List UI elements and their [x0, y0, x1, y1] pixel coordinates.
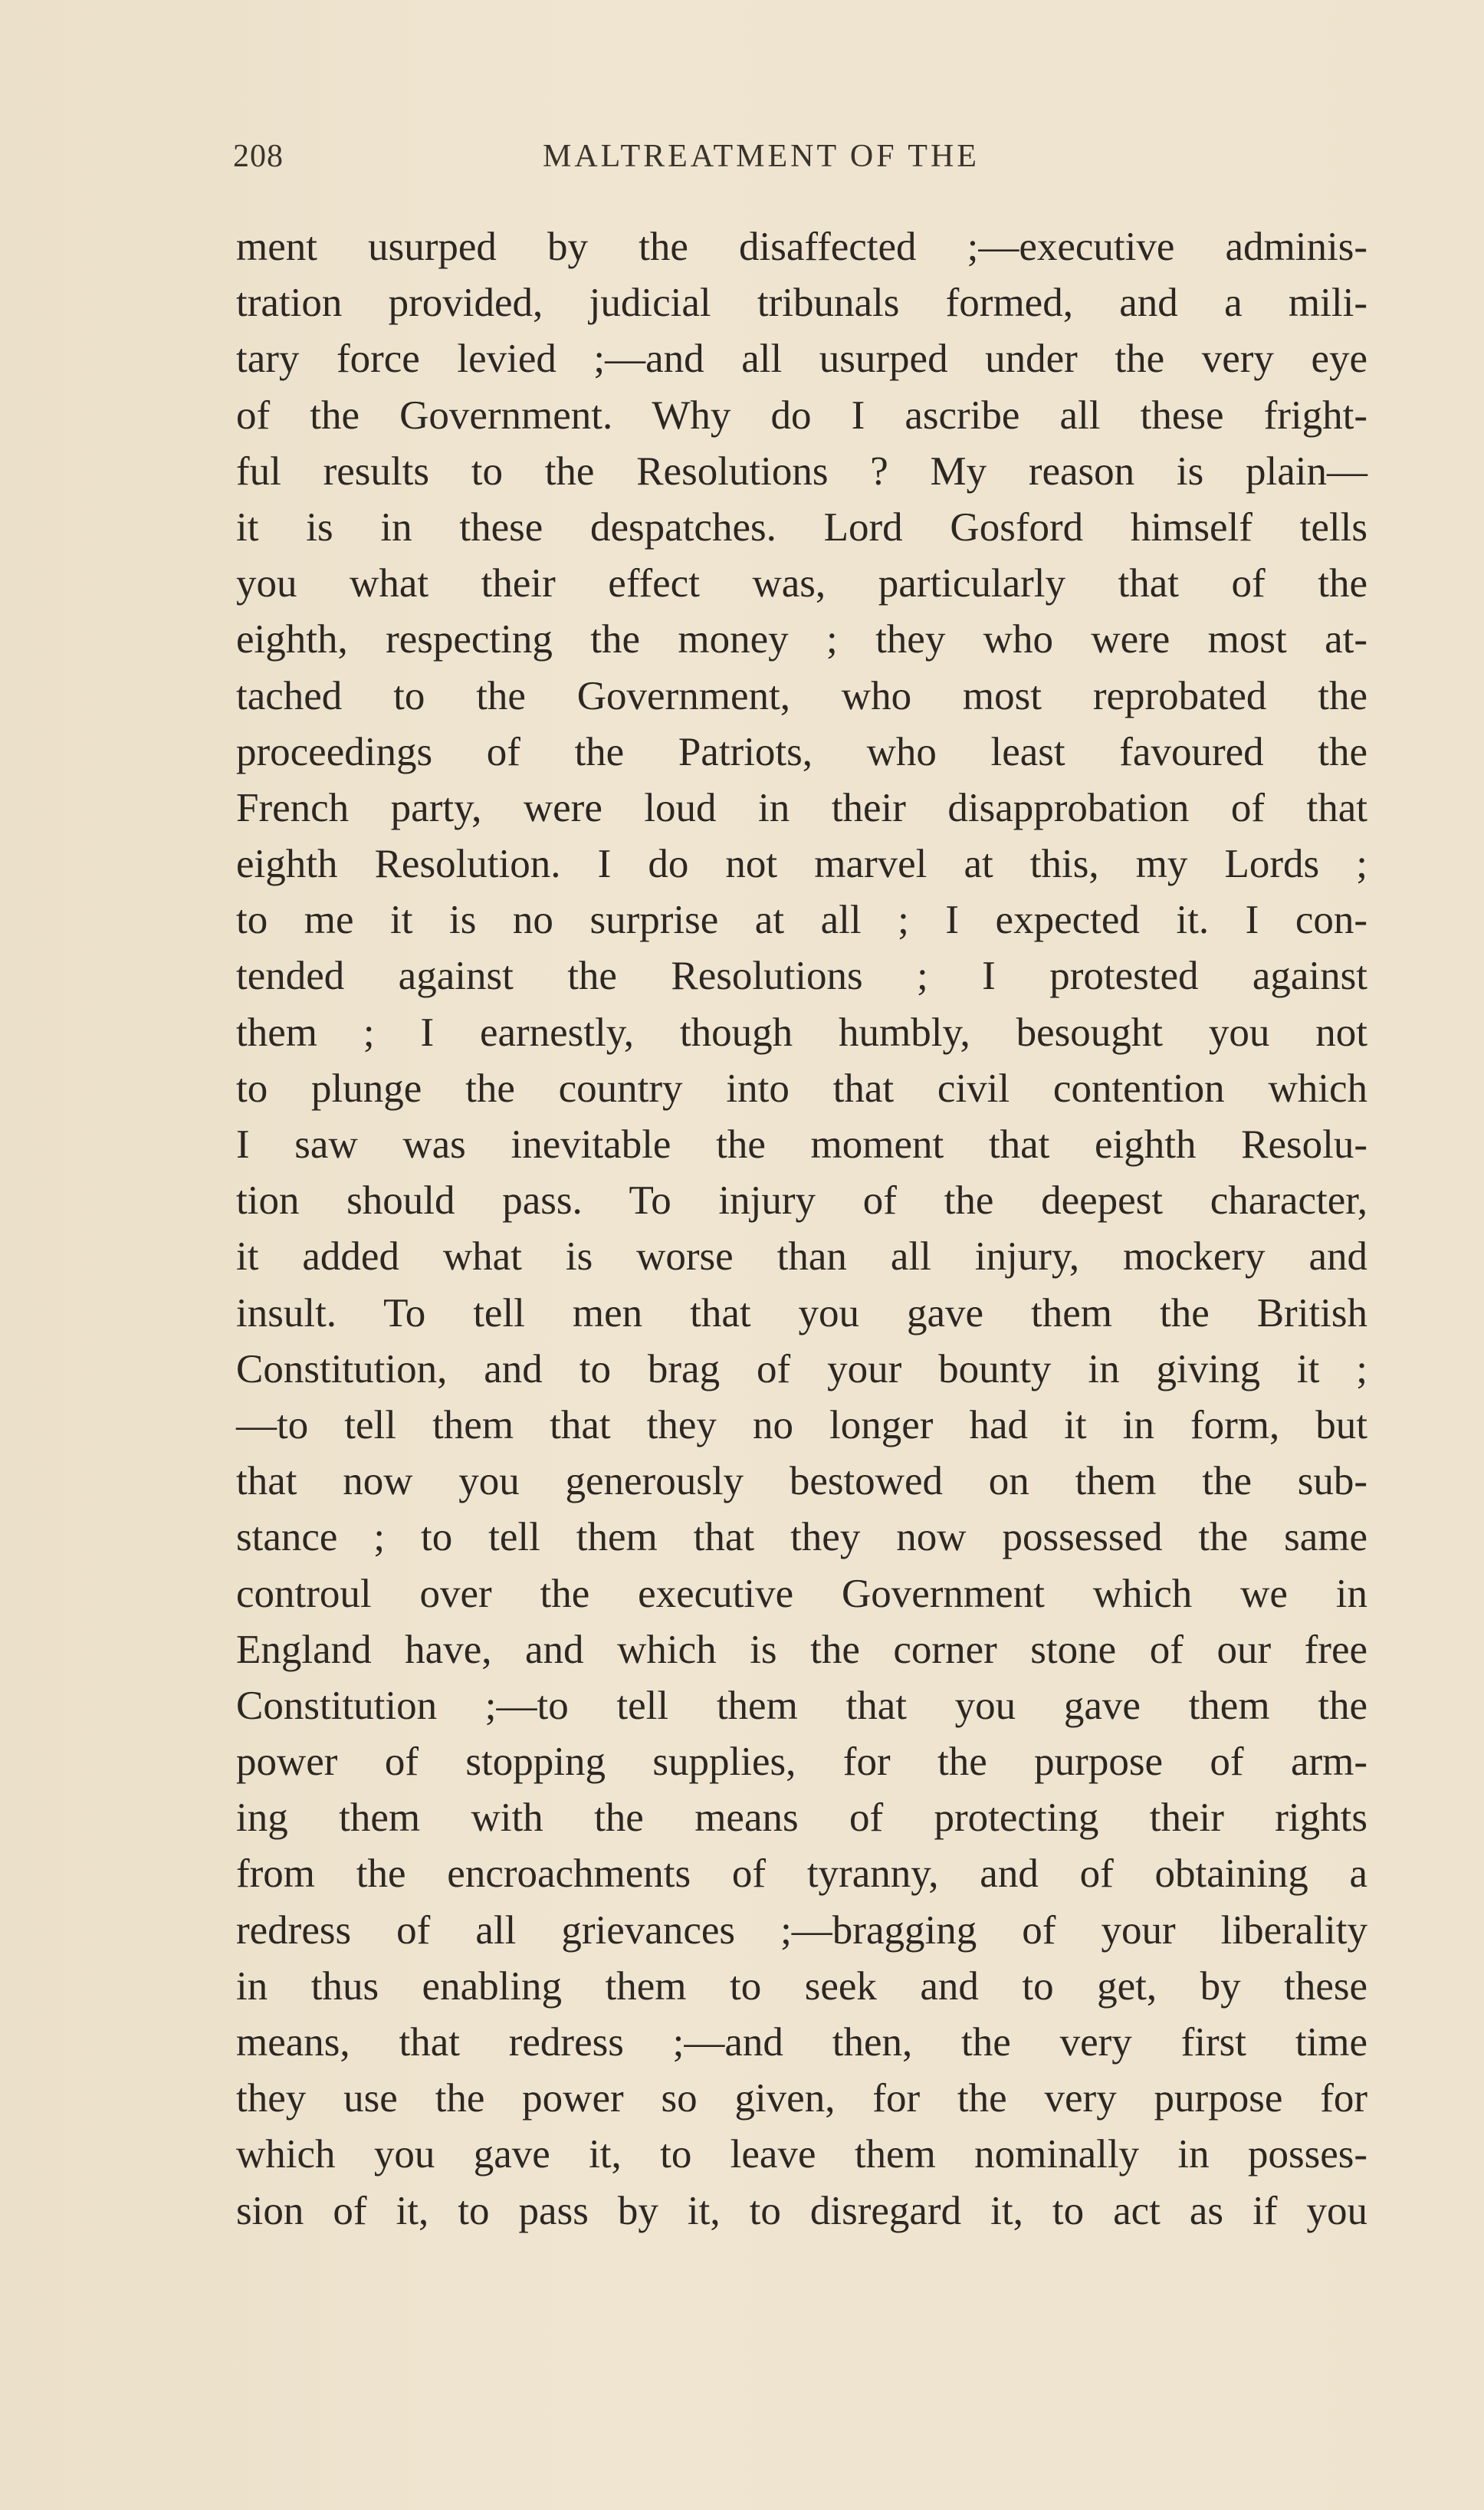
text-line: eighth Resolution. I do not marvel at this, my Lords ; [236, 842, 1367, 887]
text-line: that now you generously bestowed on them the sub- [236, 1459, 1367, 1504]
text-line: Constitution, and to brag of your bounty in giving it ; [236, 1346, 1367, 1391]
text-line: to me it is no surprise at all ; I expected it. I con- [236, 898, 1367, 943]
text-line: I saw was inevitable the moment that eighth Resolu- [236, 1122, 1367, 1167]
text-line: to plunge the country into that civil contention which [236, 1066, 1367, 1111]
text-line: —to tell them that they no longer had it in form, but [236, 1402, 1367, 1447]
text-line: Constitution ;—to tell them that you gave them the [236, 1683, 1367, 1728]
text-line: tary force levied ;—and all usurped under the very eye [236, 337, 1367, 382]
text-line: sion of it, to pass by it, to disregard it, to act as if you [236, 2188, 1367, 2233]
text-line: stance ; to tell them that they now possessed the same [236, 1515, 1367, 1560]
text-line: it is in these despatches. Lord Gosford himself tells [236, 504, 1367, 550]
text-line: proceedings of the Patriots, who least favoured the [236, 729, 1367, 774]
text-line: insult. To tell men that you gave them the British [236, 1290, 1367, 1335]
text-line: eighth, respecting the money ; they who were most at- [236, 617, 1367, 662]
text-line: from the encroachments of tyranny, and of obtaining a [236, 1851, 1367, 1897]
running-title: MALTREATMENT OF THE [543, 139, 980, 174]
text-line: ment usurped by the disaffected ;—executive adminis- [236, 225, 1367, 269]
text-line: power of stopping supplies, for the purpose of arm- [236, 1740, 1367, 1785]
body-text [236, 219, 1367, 2239]
text-line: ing them with the means of protecting their rights [236, 1795, 1367, 1841]
text-line: means, that redress ;—and then, the very first time [236, 2020, 1367, 2065]
text-line: you what their effect was, particularly that of the [236, 561, 1367, 606]
text-line: tached to the Government, who most reprobated the [236, 673, 1367, 718]
text-line: they use the power so given, for the very purpose for [236, 2076, 1367, 2121]
text-line: tion should pass. To injury of the deepest character, [236, 1178, 1367, 1224]
text-line: of the Government. Why do I ascribe all these fright- [236, 393, 1367, 438]
text-line: tration provided, judicial tribunals formed, and a mili- [236, 281, 1367, 326]
text-line: ful results to the Resolutions ? My reason is plain— [236, 448, 1367, 494]
running-head [233, 138, 1367, 192]
text-line: it added what is worse than all injury, mockery and [236, 1234, 1367, 1280]
text-line: which you gave it, to leave them nominally in posses- [236, 2132, 1367, 2177]
text-line: controul over the executive Government which we in [236, 1571, 1367, 1616]
text-line: tended against the Resolutions ; I protested against [236, 954, 1367, 999]
text-line: French party, were loud in their disapprobation of that [236, 785, 1367, 830]
text-line: them ; I earnestly, though humbly, besought you not [236, 1010, 1367, 1055]
page-number: 208 [233, 139, 284, 174]
text-line: redress of all grievances ;—bragging of your liberality [236, 1907, 1367, 1953]
text-line: in thus enabling them to seek and to get, by these [236, 1963, 1367, 2009]
text-line: England have, and which is the corner stone of our free [236, 1627, 1367, 1672]
